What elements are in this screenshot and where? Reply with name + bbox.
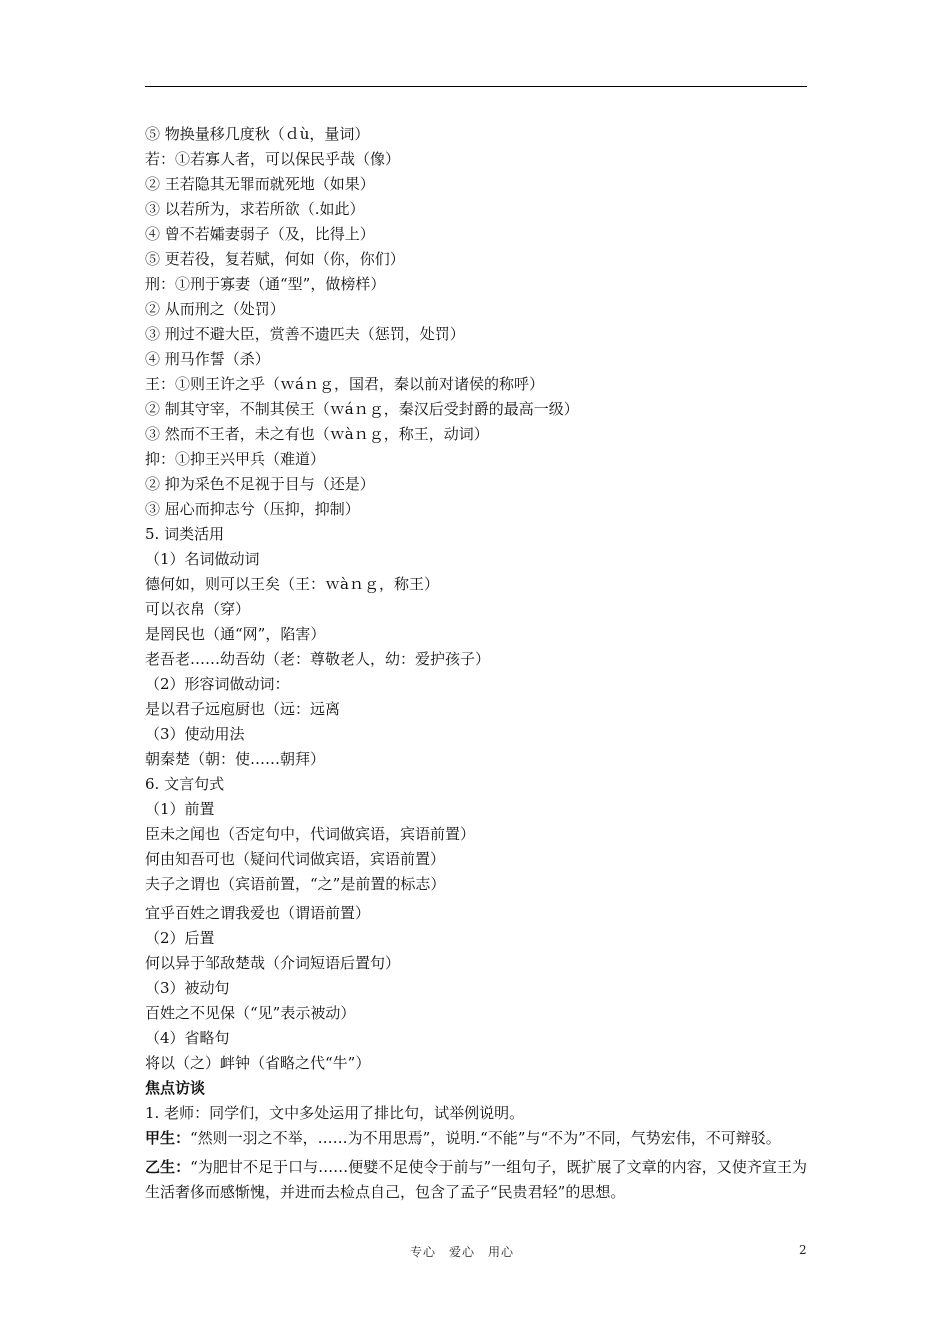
text-line: 王：①则王许之乎（ｗáｎｇ，国君，秦以前对诸侯的称呼）: [145, 375, 544, 393]
text-line: ③ 以若所为，求若所欲（.如此）: [145, 200, 365, 218]
text-line: 宜乎百姓之谓我爱也（谓语前置）: [145, 904, 371, 922]
subsection-heading: （2）形容词做动词：: [145, 675, 290, 693]
text-line: ③ 屈心而抑志兮（压抑，抑制）: [145, 500, 360, 518]
text-line: 老吾老……幼吾幼（老：尊敬老人，幼：爱护孩子）: [145, 650, 491, 668]
text-line: ③ 然而不王者，未之有也（ｗàｎｇ，称王，动词）: [145, 425, 489, 443]
answer-paragraph: [145, 1126, 807, 1151]
answer-text: “然则一羽之不举，……为不用思焉”，说明.“不能”与“不为”不同，气势宏伟，不可辩驳。: [190, 1129, 781, 1147]
text-line: 何以异于邹敌楚哉（介词短语后置句）: [145, 954, 401, 972]
text-line: ⑤ 更若役，复若赋，何如（你，你们）: [145, 250, 405, 268]
text-line: ② 王若隐其无罪而就死地（如果）: [145, 175, 375, 193]
subsection-heading: （1）前置: [145, 800, 215, 818]
text-line: 德何如，则可以王矣（王：ｗàｎｇ，称王）: [145, 575, 439, 593]
text-line: 将以（之）衅钟（省略之代“牛”）: [145, 1054, 371, 1072]
text-line: 臣未之闻也（否定句中，代词做宾语，宾语前置）: [145, 825, 476, 843]
section-heading: 5. 词类活用: [145, 525, 225, 543]
text-line: ⑤ 物换量移几度秋（ｄù，量词）: [145, 125, 370, 143]
text-line: 夫子之谓也（宾语前置，“之”是前置的标志）: [145, 875, 446, 893]
text-line: 何由知吾可也（疑问代词做宾语，宾语前置）: [145, 850, 446, 868]
text-line: 是以君子远庖厨也（远：远离: [145, 700, 341, 718]
question-line: 1. 老师：同学们，文中多处运用了排比句，试举例说明。: [145, 1104, 525, 1122]
answer-text: “为肥甘不足于口与……便嬖不足使令于前与”一组句子，既扩展了文章的内容，又使齐宣王为生活奢侈而感惭愧，并进而去检点自己，包含了孟子“民贵君轻”的思想。: [145, 1158, 807, 1201]
text-line: ② 抑为采色不足视于目与（还是）: [145, 475, 375, 493]
header-rule: [145, 86, 807, 87]
subsection-heading: （3）使动用法: [145, 725, 245, 743]
text-line: 刑：①刑于寡妻（通“型”，做榜样）: [145, 275, 386, 293]
subsection-heading: （3）被动句: [145, 979, 230, 997]
text-line: ② 从而刑之（处罚）: [145, 300, 285, 318]
page-number: 2: [799, 1243, 807, 1257]
footer-slogan: 专心 爱心 用心: [410, 1245, 515, 1259]
text-line: 若：①若寡人者，可以保民乎哉（像）: [145, 150, 401, 168]
text-line: 朝秦楚（朝：使……朝拜）: [145, 750, 326, 768]
text-line: ② 制其守宰，不制其侯王（ｗáｎｇ，秦汉后受封爵的最高一级）: [145, 400, 579, 418]
text-line: ④ 曾不若孀妻弱子（及，比得上）: [145, 225, 375, 243]
speaker-label: 甲生：: [145, 1129, 191, 1147]
text-line: 可以衣帛（穿）: [145, 600, 251, 618]
subsection-heading: （1）名词做动词: [145, 550, 260, 568]
focus-heading: 焦点访谈: [145, 1079, 206, 1097]
speaker-label: 乙生：: [145, 1158, 191, 1176]
answer-paragraph: [145, 1155, 807, 1205]
section-heading: 6. 文言句式: [145, 775, 225, 793]
text-line: 百姓之不见保（“见”表示被动）: [145, 1004, 356, 1022]
subsection-heading: （4）省略句: [145, 1029, 230, 1047]
subsection-heading: （2）后置: [145, 929, 215, 947]
text-line: ③ 刑过不避大臣，赏善不遗匹夫（惩罚，处罚）: [145, 325, 465, 343]
main-content: [145, 122, 807, 1205]
text-line: ④ 刑马作誓（杀）: [145, 350, 270, 368]
text-line: 抑：①抑王兴甲兵（难道）: [145, 450, 326, 468]
text-line: 是罔民也（通“网”，陷害）: [145, 625, 326, 643]
